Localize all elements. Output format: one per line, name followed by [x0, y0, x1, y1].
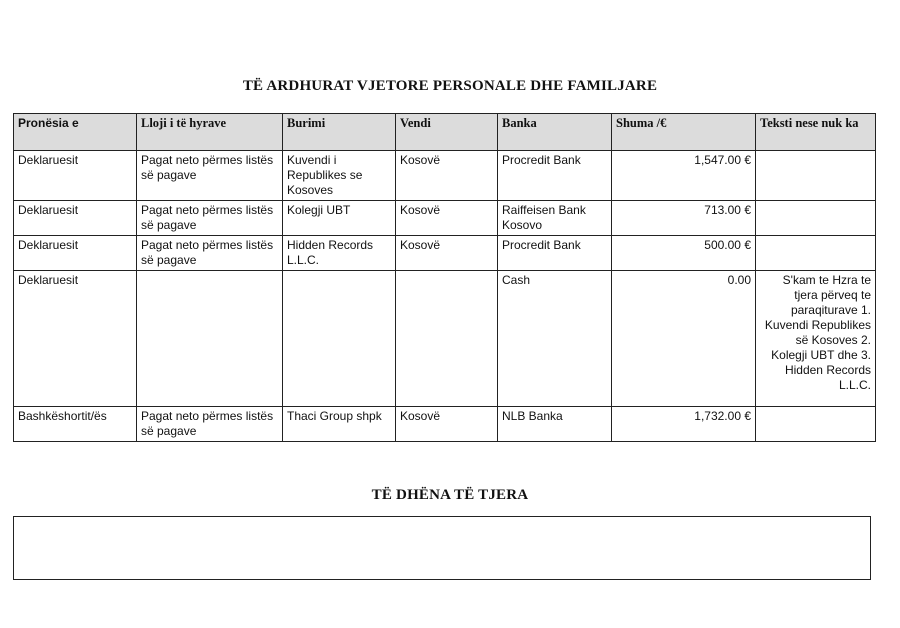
cell-owner: Bashkëshortit/ës [14, 407, 137, 442]
cell-bank: NLB Banka [498, 407, 612, 442]
other-info-title: TË DHËNA TË TJERA [371, 487, 529, 503]
cell-amount: 713.00 € [612, 201, 756, 236]
cell-owner: Deklaruesit [14, 201, 137, 236]
cell-bank: Cash [498, 271, 612, 407]
cell-type: Pagat neto përmes listës së pagave [137, 236, 283, 271]
cell-source: Kuvendi i Republikes se Kosoves [283, 151, 396, 201]
cell-amount: 1,547.00 € [612, 151, 756, 201]
cell-note [756, 201, 876, 236]
cell-amount: 1,732.00 € [612, 407, 756, 442]
cell-bank: Procredit Bank [498, 151, 612, 201]
cell-source: Kolegji UBT [283, 201, 396, 236]
cell-note [756, 407, 876, 442]
cell-owner: Deklaruesit [14, 236, 137, 271]
header-note: Teksti nese nuk ka [756, 114, 876, 151]
cell-country: Kosovë [396, 407, 498, 442]
cell-source: Thaci Group shpk [283, 407, 396, 442]
other-info-box [13, 516, 871, 580]
cell-country: Kosovë [396, 151, 498, 201]
table-row [14, 407, 876, 442]
cell-country: Kosovë [396, 201, 498, 236]
table-header-row [14, 114, 876, 151]
header-country: Vendi [396, 114, 498, 151]
cell-type [137, 271, 283, 407]
table-row [14, 151, 876, 201]
cell-type: Pagat neto përmes listës së pagave [137, 151, 283, 201]
header-income-type: Lloji i të hyrave [137, 114, 283, 151]
table-row [14, 236, 876, 271]
cell-note: S'kam te Hzra te tjera përveq te paraqiturave 1. Kuvendi Republikes së Kosoves 2. Kolegji UBT dhe 3. Hidden Records L.L.C. [756, 271, 876, 407]
cell-amount: 0.00 [612, 271, 756, 407]
income-table [13, 113, 876, 442]
cell-country [396, 271, 498, 407]
page-title: TË ARDHURAT VJETORE PERSONALE DHE FAMILJARE [242, 78, 658, 94]
cell-owner: Deklaruesit [14, 151, 137, 201]
table-row [14, 201, 876, 236]
cell-amount: 500.00 € [612, 236, 756, 271]
cell-source [283, 271, 396, 407]
cell-note [756, 236, 876, 271]
cell-country: Kosovë [396, 236, 498, 271]
cell-type: Pagat neto përmes listës së pagave [137, 201, 283, 236]
cell-type: Pagat neto përmes listës së pagave [137, 407, 283, 442]
cell-bank: Procredit Bank [498, 236, 612, 271]
header-source: Burimi [283, 114, 396, 151]
cell-note [756, 151, 876, 201]
header-amount: Shuma /€ [612, 114, 756, 151]
header-bank: Banka [498, 114, 612, 151]
table-row [14, 271, 876, 407]
cell-bank: Raiffeisen Bank Kosovo [498, 201, 612, 236]
cell-source: Hidden Records L.L.C. [283, 236, 396, 271]
header-ownership: Pronësia e [14, 114, 137, 151]
cell-owner: Deklaruesit [14, 271, 137, 407]
